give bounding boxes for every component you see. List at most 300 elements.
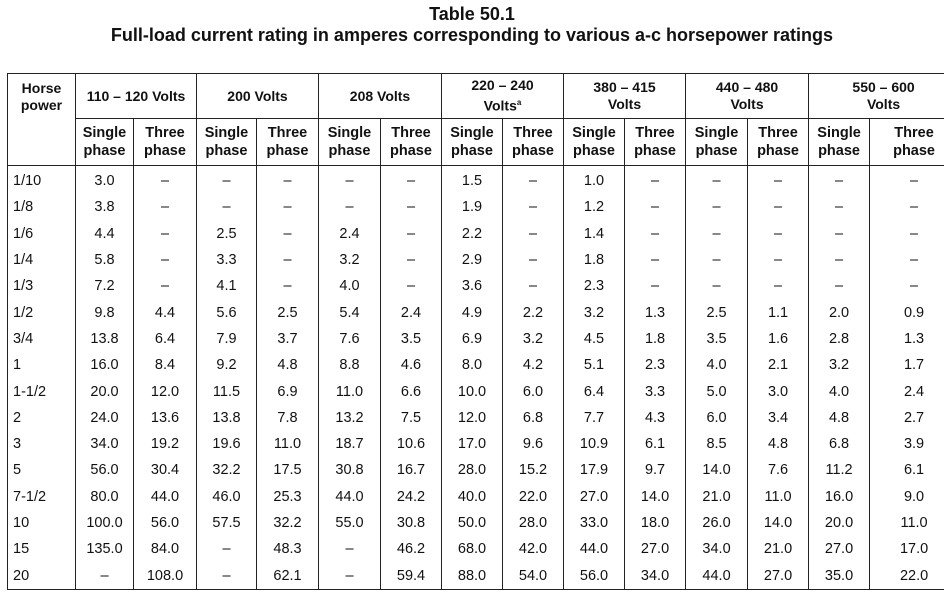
current-value-cell: – <box>686 273 748 299</box>
current-value-cell: 8.5 <box>686 431 748 457</box>
horsepower-cell: 1/4 <box>8 247 76 273</box>
current-value-cell: 6.8 <box>503 405 564 431</box>
current-value-cell: – <box>76 562 134 589</box>
phase-header-line1: Single <box>204 125 249 141</box>
current-value-cell: 27.0 <box>564 484 625 510</box>
three-phase-header <box>381 119 442 166</box>
voltage-group-header <box>809 74 944 119</box>
phase-header-line1: Single <box>327 125 372 141</box>
current-value-cell: 12.0 <box>134 378 197 404</box>
current-value-cell: 44.0 <box>319 484 381 510</box>
current-value-cell: 2.5 <box>197 221 257 247</box>
current-value-cell: 44.0 <box>564 536 625 562</box>
current-value-cell: 6.1 <box>870 457 944 483</box>
current-value-cell: 4.0 <box>319 273 381 299</box>
three-phase-header <box>748 119 809 166</box>
current-value-cell: 2.8 <box>809 326 870 352</box>
current-value-cell: 1.0 <box>564 166 625 195</box>
current-value-cell: 6.4 <box>564 378 625 404</box>
three-phase-header <box>625 119 686 166</box>
current-value-cell: 9.0 <box>870 484 944 510</box>
current-value-cell: 1.1 <box>748 299 809 325</box>
phase-header-line2: phase <box>634 143 676 159</box>
current-value-cell: 10.9 <box>564 431 625 457</box>
current-value-cell: 17.5 <box>257 457 319 483</box>
voltage-group-header <box>319 74 442 119</box>
horsepower-cell: 1/10 <box>8 166 76 195</box>
current-value-cell: 27.0 <box>625 536 686 562</box>
voltage-group-label: 550 – 600 <box>852 79 915 95</box>
current-value-cell: 80.0 <box>76 484 134 510</box>
current-value-cell: – <box>257 166 319 195</box>
current-value-cell: 15.2 <box>503 457 564 483</box>
current-value-cell: 1.7 <box>870 352 944 378</box>
current-value-cell: – <box>257 273 319 299</box>
current-value-cell: 30.8 <box>319 457 381 483</box>
phase-header-line1: Single <box>572 125 616 141</box>
current-value-cell: – <box>870 166 944 195</box>
current-value-cell: 13.6 <box>134 405 197 431</box>
current-value-cell: – <box>381 194 442 220</box>
voltage-group-header <box>442 74 564 119</box>
current-value-cell: 7.8 <box>257 405 319 431</box>
current-value-cell: 16.7 <box>381 457 442 483</box>
current-value-cell: 3.3 <box>197 247 257 273</box>
current-value-cell: 100.0 <box>76 510 134 536</box>
current-value-cell: 8.4 <box>134 352 197 378</box>
current-value-cell: 11.0 <box>748 484 809 510</box>
horsepower-cell: 1/3 <box>8 273 76 299</box>
table-row <box>8 221 944 247</box>
current-value-cell: 4.6 <box>381 352 442 378</box>
table-row <box>8 536 944 562</box>
current-value-cell: 6.4 <box>134 326 197 352</box>
table-row <box>8 562 944 589</box>
current-value-cell: 4.8 <box>809 405 870 431</box>
current-value-cell: – <box>381 166 442 195</box>
current-value-cell: 55.0 <box>319 510 381 536</box>
current-value-cell: 6.0 <box>503 378 564 404</box>
current-value-cell: 21.0 <box>748 536 809 562</box>
current-value-cell: 42.0 <box>503 536 564 562</box>
current-value-cell: 7.6 <box>748 457 809 483</box>
current-value-cell: 11.2 <box>809 457 870 483</box>
current-value-cell: – <box>503 194 564 220</box>
three-phase-header <box>503 119 564 166</box>
current-value-cell: 1.3 <box>625 299 686 325</box>
current-value-cell: 1.4 <box>564 221 625 247</box>
current-value-cell: 13.8 <box>76 326 134 352</box>
current-value-cell: 7.9 <box>197 326 257 352</box>
phase-header-line2: phase <box>757 143 799 159</box>
current-value-cell: – <box>748 273 809 299</box>
current-value-cell: – <box>134 194 197 220</box>
current-value-cell: 9.7 <box>625 457 686 483</box>
current-value-cell: 84.0 <box>134 536 197 562</box>
current-value-cell: 20.0 <box>809 510 870 536</box>
current-value-cell: 11.0 <box>257 431 319 457</box>
current-value-cell: 22.0 <box>503 484 564 510</box>
current-value-cell: 14.0 <box>748 510 809 536</box>
horsepower-cell: 1 <box>8 352 76 378</box>
current-value-cell: – <box>686 221 748 247</box>
current-value-cell: – <box>809 194 870 220</box>
current-value-cell: 1.9 <box>442 194 503 220</box>
current-value-cell: 3.0 <box>748 378 809 404</box>
current-value-cell: 2.5 <box>686 299 748 325</box>
current-value-cell: 27.0 <box>809 536 870 562</box>
current-value-cell: 28.0 <box>503 510 564 536</box>
current-value-cell: 3.8 <box>76 194 134 220</box>
current-value-cell: 46.2 <box>381 536 442 562</box>
voltage-group-label-line2: Volts <box>730 96 764 112</box>
phase-header-line2: phase <box>451 143 493 159</box>
current-value-cell: 0.9 <box>870 299 944 325</box>
single-phase-header <box>76 119 134 166</box>
table-row <box>8 166 944 195</box>
three-phase-header <box>134 119 197 166</box>
current-value-cell: 108.0 <box>134 562 197 589</box>
current-value-cell: 16.0 <box>76 352 134 378</box>
voltage-group-label: 220 – 240 <box>471 77 534 94</box>
current-value-cell: 3.5 <box>686 326 748 352</box>
current-value-cell: – <box>319 194 381 220</box>
current-value-cell: 3.2 <box>503 326 564 352</box>
horsepower-header <box>8 74 76 166</box>
horsepower-cell: 20 <box>8 562 76 589</box>
current-value-cell: 4.9 <box>442 299 503 325</box>
phase-header-line2: phase <box>390 143 432 159</box>
current-value-cell: – <box>319 562 381 589</box>
current-value-cell: – <box>748 166 809 195</box>
table-row <box>8 431 944 457</box>
current-value-cell: 7.6 <box>319 326 381 352</box>
voltage-group-header <box>686 74 809 119</box>
current-value-cell: 35.0 <box>809 562 870 589</box>
current-value-cell: 44.0 <box>686 562 748 589</box>
current-value-cell: 24.2 <box>381 484 442 510</box>
current-value-cell: 6.9 <box>442 326 503 352</box>
current-value-cell: 18.0 <box>625 510 686 536</box>
phase-header-line1: Single <box>450 125 494 141</box>
current-value-cell: 4.2 <box>503 352 564 378</box>
phase-header-line2: phase <box>893 143 936 159</box>
phase-header-line1: Three <box>391 125 431 141</box>
phase-header-line1: Three <box>513 125 553 141</box>
current-value-cell: 16.0 <box>809 484 870 510</box>
current-value-cell: 1.2 <box>564 194 625 220</box>
current-value-cell: 2.3 <box>564 273 625 299</box>
table-row <box>8 352 944 378</box>
current-value-cell: – <box>197 562 257 589</box>
current-value-cell: 12.0 <box>442 405 503 431</box>
horsepower-header-line2: power <box>20 97 63 113</box>
voltage-group-header <box>197 74 319 119</box>
current-value-cell: 4.0 <box>809 378 870 404</box>
current-value-cell: – <box>197 536 257 562</box>
current-value-cell: – <box>686 194 748 220</box>
current-value-cell: 34.0 <box>686 536 748 562</box>
voltage-group-label-line2: Volts <box>866 96 901 112</box>
phase-header-line2: phase <box>695 143 738 159</box>
current-value-cell: 32.2 <box>257 510 319 536</box>
current-value-cell: 46.0 <box>197 484 257 510</box>
current-value-cell: – <box>503 166 564 195</box>
current-value-cell: 4.4 <box>76 221 134 247</box>
current-value-cell: – <box>809 221 870 247</box>
current-value-cell: – <box>870 273 944 299</box>
current-value-cell: – <box>870 221 944 247</box>
voltage-header-row <box>8 74 944 119</box>
current-value-cell: 32.2 <box>197 457 257 483</box>
current-value-cell: 4.8 <box>748 431 809 457</box>
current-value-cell: – <box>257 194 319 220</box>
phase-header-line2: phase <box>83 143 126 159</box>
single-phase-header <box>319 119 381 166</box>
current-value-cell: 1.6 <box>748 326 809 352</box>
current-value-cell: 7.5 <box>381 405 442 431</box>
current-value-cell: 135.0 <box>76 536 134 562</box>
current-value-cell: – <box>381 273 442 299</box>
current-value-cell: 56.0 <box>134 510 197 536</box>
phase-header-line2: phase <box>573 143 615 159</box>
current-value-cell: 14.0 <box>625 484 686 510</box>
current-value-cell: – <box>748 247 809 273</box>
voltage-group-label: 200 Volts <box>227 87 288 104</box>
table-row <box>8 484 944 510</box>
current-value-cell: 2.9 <box>442 247 503 273</box>
current-value-cell: 10.6 <box>381 431 442 457</box>
current-value-cell: 1.5 <box>442 166 503 195</box>
current-value-cell: 3.5 <box>381 326 442 352</box>
current-value-cell: 9.6 <box>503 431 564 457</box>
horsepower-cell: 1/2 <box>8 299 76 325</box>
current-value-cell: 6.9 <box>257 378 319 404</box>
current-value-cell: 27.0 <box>748 562 809 589</box>
current-value-cell: 6.0 <box>686 405 748 431</box>
phase-header-line1: Three <box>894 125 934 141</box>
current-value-cell: 20.0 <box>76 378 134 404</box>
current-value-cell: 6.6 <box>381 378 442 404</box>
table-title: Full-load current rating in amperes corresponding to various a-c horsepower ratings <box>110 25 834 45</box>
current-value-cell: – <box>134 221 197 247</box>
horsepower-cell: 1-1/2 <box>8 378 76 404</box>
current-value-cell: 18.7 <box>319 431 381 457</box>
current-value-cell: 2.2 <box>503 299 564 325</box>
current-value-cell: 6.1 <box>625 431 686 457</box>
current-value-cell: 88.0 <box>442 562 503 589</box>
three-phase-header <box>870 119 944 166</box>
current-value-cell: 4.8 <box>257 352 319 378</box>
current-value-cell: 40.0 <box>442 484 503 510</box>
current-value-cell: 24.0 <box>76 405 134 431</box>
current-value-cell: 30.4 <box>134 457 197 483</box>
current-value-cell: 17.9 <box>564 457 625 483</box>
table-body <box>8 166 944 590</box>
phase-header-line1: Single <box>694 125 739 141</box>
single-phase-header <box>564 119 625 166</box>
current-value-cell: 3.7 <box>257 326 319 352</box>
current-value-cell: 68.0 <box>442 536 503 562</box>
current-value-cell: – <box>503 247 564 273</box>
current-value-cell: – <box>319 536 381 562</box>
current-value-cell: – <box>686 247 748 273</box>
current-value-cell: – <box>197 166 257 195</box>
current-value-cell: 8.8 <box>319 352 381 378</box>
current-value-cell: – <box>625 194 686 220</box>
current-value-cell: 62.1 <box>257 562 319 589</box>
current-value-cell: 13.2 <box>319 405 381 431</box>
current-value-cell: 48.3 <box>257 536 319 562</box>
current-value-cell: – <box>870 247 944 273</box>
current-value-cell: – <box>257 247 319 273</box>
current-value-cell: 13.8 <box>197 405 257 431</box>
voltage-group-label: 440 – 480 <box>715 79 779 95</box>
horsepower-cell: 1/6 <box>8 221 76 247</box>
current-value-cell: – <box>748 221 809 247</box>
single-phase-header <box>197 119 257 166</box>
current-value-cell: 54.0 <box>503 562 564 589</box>
table-row <box>8 326 944 352</box>
current-value-cell: 56.0 <box>76 457 134 483</box>
current-value-cell: 19.2 <box>134 431 197 457</box>
phase-header-line1: Three <box>145 125 185 141</box>
current-value-cell: – <box>625 221 686 247</box>
current-value-cell: 34.0 <box>76 431 134 457</box>
current-value-cell: 4.5 <box>564 326 625 352</box>
single-phase-header <box>686 119 748 166</box>
phase-header-row <box>8 119 944 166</box>
current-value-cell: 2.2 <box>442 221 503 247</box>
current-value-cell: 50.0 <box>442 510 503 536</box>
current-value-cell: 22.0 <box>870 562 944 589</box>
phase-header-line2: phase <box>205 143 248 159</box>
phase-header-line1: Three <box>267 125 308 141</box>
current-value-cell: – <box>503 273 564 299</box>
footnote-marker: a <box>516 98 522 108</box>
current-value-cell: 59.4 <box>381 562 442 589</box>
current-value-cell: – <box>319 166 381 195</box>
current-value-cell: 17.0 <box>870 536 944 562</box>
current-value-cell: – <box>257 221 319 247</box>
current-value-cell: 1.3 <box>870 326 944 352</box>
phase-header-line1: Single <box>817 125 861 141</box>
current-value-cell: 2.7 <box>870 405 944 431</box>
single-phase-header <box>442 119 503 166</box>
horsepower-cell: 2 <box>8 405 76 431</box>
current-value-cell: 3.3 <box>625 378 686 404</box>
volts-label: Volts <box>483 97 517 114</box>
current-value-cell: – <box>134 247 197 273</box>
voltage-group-header <box>564 74 686 119</box>
current-value-cell: 17.0 <box>442 431 503 457</box>
current-value-cell: 3.9 <box>870 431 944 457</box>
current-value-cell: 1.8 <box>625 326 686 352</box>
horsepower-cell: 15 <box>8 536 76 562</box>
current-value-cell: 11.0 <box>319 378 381 404</box>
table-row <box>8 510 944 536</box>
table-row <box>8 194 944 220</box>
current-value-cell: 4.4 <box>134 299 197 325</box>
table-number: Table 50.1 <box>429 4 515 24</box>
table-row <box>8 378 944 404</box>
current-value-cell: 7.7 <box>564 405 625 431</box>
current-value-cell: 9.2 <box>197 352 257 378</box>
current-value-cell: 3.4 <box>748 405 809 431</box>
table-row <box>8 247 944 273</box>
table-row <box>8 273 944 299</box>
current-value-cell: 2.4 <box>319 221 381 247</box>
horsepower-header-line1: Horse <box>21 80 62 96</box>
current-value-cell: 5.8 <box>76 247 134 273</box>
current-value-cell: 56.0 <box>564 562 625 589</box>
current-value-cell: 2.4 <box>381 299 442 325</box>
current-value-cell: 57.5 <box>197 510 257 536</box>
phase-header-line2: phase <box>266 143 309 159</box>
voltage-group-label: 380 – 415 <box>593 79 656 95</box>
current-value-cell: 1.8 <box>564 247 625 273</box>
current-value-cell: – <box>809 273 870 299</box>
current-value-cell: 14.0 <box>686 457 748 483</box>
horsepower-cell: 10 <box>8 510 76 536</box>
current-value-cell: 2.5 <box>257 299 319 325</box>
current-value-cell: 19.6 <box>197 431 257 457</box>
current-value-cell: 3.2 <box>564 299 625 325</box>
single-phase-header <box>809 119 870 166</box>
current-value-cell: – <box>134 166 197 195</box>
current-value-cell: 33.0 <box>564 510 625 536</box>
current-value-cell: 4.1 <box>197 273 257 299</box>
phase-header-line1: Single <box>82 125 127 141</box>
current-value-cell: 11.5 <box>197 378 257 404</box>
current-value-cell: 3.6 <box>442 273 503 299</box>
current-value-cell: 5.0 <box>686 378 748 404</box>
current-value-cell: 8.0 <box>442 352 503 378</box>
current-value-cell: 21.0 <box>686 484 748 510</box>
current-value-cell: – <box>381 247 442 273</box>
current-value-cell: 28.0 <box>442 457 503 483</box>
current-value-cell: 2.3 <box>625 352 686 378</box>
current-value-cell: – <box>381 221 442 247</box>
current-value-cell: 5.1 <box>564 352 625 378</box>
current-value-cell: – <box>748 194 809 220</box>
horsepower-cell: 5 <box>8 457 76 483</box>
current-value-cell: 2.1 <box>748 352 809 378</box>
current-value-cell: – <box>625 166 686 195</box>
current-value-cell: 3.2 <box>319 247 381 273</box>
horsepower-cell: 1/8 <box>8 194 76 220</box>
current-value-cell: 5.4 <box>319 299 381 325</box>
phase-header-line2: phase <box>818 143 860 159</box>
phase-header-line1: Three <box>758 125 798 141</box>
current-value-cell: – <box>809 166 870 195</box>
current-value-cell: 30.8 <box>381 510 442 536</box>
current-value-cell: – <box>134 273 197 299</box>
voltage-group-label-line2 <box>442 94 563 115</box>
phase-header-line2: phase <box>144 143 186 159</box>
voltage-group-header <box>76 74 197 119</box>
horsepower-cell: 3 <box>8 431 76 457</box>
current-value-cell: – <box>503 221 564 247</box>
current-value-cell: 4.3 <box>625 405 686 431</box>
current-value-cell: 3.2 <box>809 352 870 378</box>
current-value-cell: – <box>625 273 686 299</box>
current-value-cell: – <box>870 194 944 220</box>
table-row <box>8 457 944 483</box>
current-value-cell: 5.6 <box>197 299 257 325</box>
phase-header-line2: phase <box>512 143 554 159</box>
voltage-group-label: 208 Volts <box>349 87 411 104</box>
